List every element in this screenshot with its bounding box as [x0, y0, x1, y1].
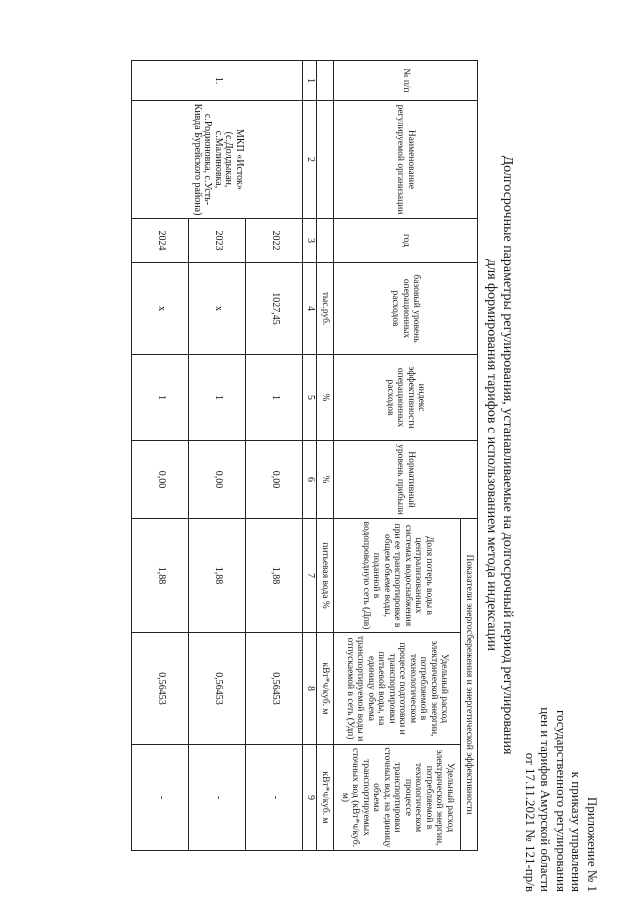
- header-energy-group: Показатели энергосбережения и энергетической эффективности: [461, 519, 478, 851]
- cell-year: 2023: [189, 219, 246, 263]
- unit-profit: %: [317, 441, 334, 519]
- document-title: [483, 60, 515, 850]
- header-index: индекс эффективности операционных расходов: [334, 355, 478, 441]
- header-elec-water: Удельный расход электрической энергии, потребляемой в технологическом процессе подготовки и транспортировки питьевой воды, на единицу объема транспортируемой воды и отпускаемой в сеть (Удп): [334, 633, 461, 745]
- unit-base: тыс.руб.: [317, 263, 334, 355]
- cell-base: x: [132, 263, 189, 355]
- column-number: 7: [303, 519, 317, 633]
- org-number: 1.: [132, 61, 303, 101]
- cell-elec-waste: -: [189, 745, 246, 851]
- parameters-table: [132, 60, 479, 851]
- appendix-line: цен и тарифов Амурской области: [538, 707, 554, 892]
- header-loss: Доля потерь воды в централизованных системах водоснабжения при ее транспортировке в общем объеме воды, поданной в водопроводную сеть (Дпв): [334, 519, 461, 633]
- column-number: 2: [303, 101, 317, 219]
- cell-profit: 0,00: [246, 441, 303, 519]
- unit-cell: [317, 219, 334, 263]
- header-num: № п/п: [334, 61, 478, 101]
- appendix-line: к приказу управления: [569, 771, 585, 892]
- column-number: 4: [303, 263, 317, 355]
- cell-index: 1: [189, 355, 246, 441]
- cell-loss: 1,88: [189, 519, 246, 633]
- cell-loss: 1,88: [246, 519, 303, 633]
- cell-profit: 0,00: [132, 441, 189, 519]
- header-row: [461, 61, 478, 851]
- cell-elec-waste: -: [246, 745, 303, 851]
- column-number: 8: [303, 633, 317, 745]
- column-number: 1: [303, 61, 317, 101]
- cell-year: 2024: [132, 219, 189, 263]
- cell-index: 1: [246, 355, 303, 441]
- title-line-1: Долгосрочные параметры регулирования, устанавливаемые на долгосрочный период регулирования: [500, 155, 515, 755]
- header-elec-waste: Удельный расход электрической энергии, потребляемой в технологическом процессе транспортировки сточных вод, на единицу объема транспортируемых сточных вод (кВт*ч/куб. м): [334, 745, 461, 851]
- cell-profit: 0,00: [189, 441, 246, 519]
- header-base: базовый уровень операционных расходов: [334, 263, 478, 355]
- cell-elec-waste: -: [132, 745, 189, 851]
- units-row: [317, 61, 334, 851]
- cell-elec-water: 0,56453: [132, 633, 189, 745]
- unit-cell: [317, 61, 334, 101]
- table-row: [246, 61, 303, 851]
- column-number: 3: [303, 219, 317, 263]
- header-profit: Нормативный уровень прибыли: [334, 441, 478, 519]
- cell-loss: 1,88: [132, 519, 189, 633]
- header-org: Наименование регулируемой организации: [334, 101, 478, 219]
- org-name: МКП «Исток» (с.Долдыкан, с.Малиновка, с.Родионовка, с.Усть-Кивда Бурейского района): [132, 101, 303, 219]
- cell-elec-water: 0,56453: [189, 633, 246, 745]
- unit-index: %: [317, 355, 334, 441]
- appendix-line: Приложение № 1: [585, 796, 600, 892]
- unit-elec-water: кВт*ч/куб. м: [317, 633, 334, 745]
- cell-index: 1: [132, 355, 189, 441]
- cell-year: 2022: [246, 219, 303, 263]
- appendix-line: государственного регулирования: [554, 709, 569, 892]
- cell-base: x: [189, 263, 246, 355]
- cell-elec-water: 0,56453: [246, 633, 303, 745]
- unit-elec-waste: кВт*ч/куб. м: [317, 745, 334, 851]
- cell-base: 1027,45: [246, 263, 303, 355]
- column-number-row: [303, 61, 317, 851]
- header-year: год: [334, 219, 478, 263]
- column-number: 9: [303, 745, 317, 851]
- column-number: 5: [303, 355, 317, 441]
- column-number: 6: [303, 441, 317, 519]
- title-line-2: для формирования тарифов с использованием метода индексации: [484, 258, 499, 652]
- unit-cell: [317, 101, 334, 219]
- appendix-block: [523, 682, 601, 892]
- appendix-line: от 17.11.2021 № 121-пр/в: [523, 752, 538, 892]
- unit-loss: питьевая вода %: [317, 519, 334, 633]
